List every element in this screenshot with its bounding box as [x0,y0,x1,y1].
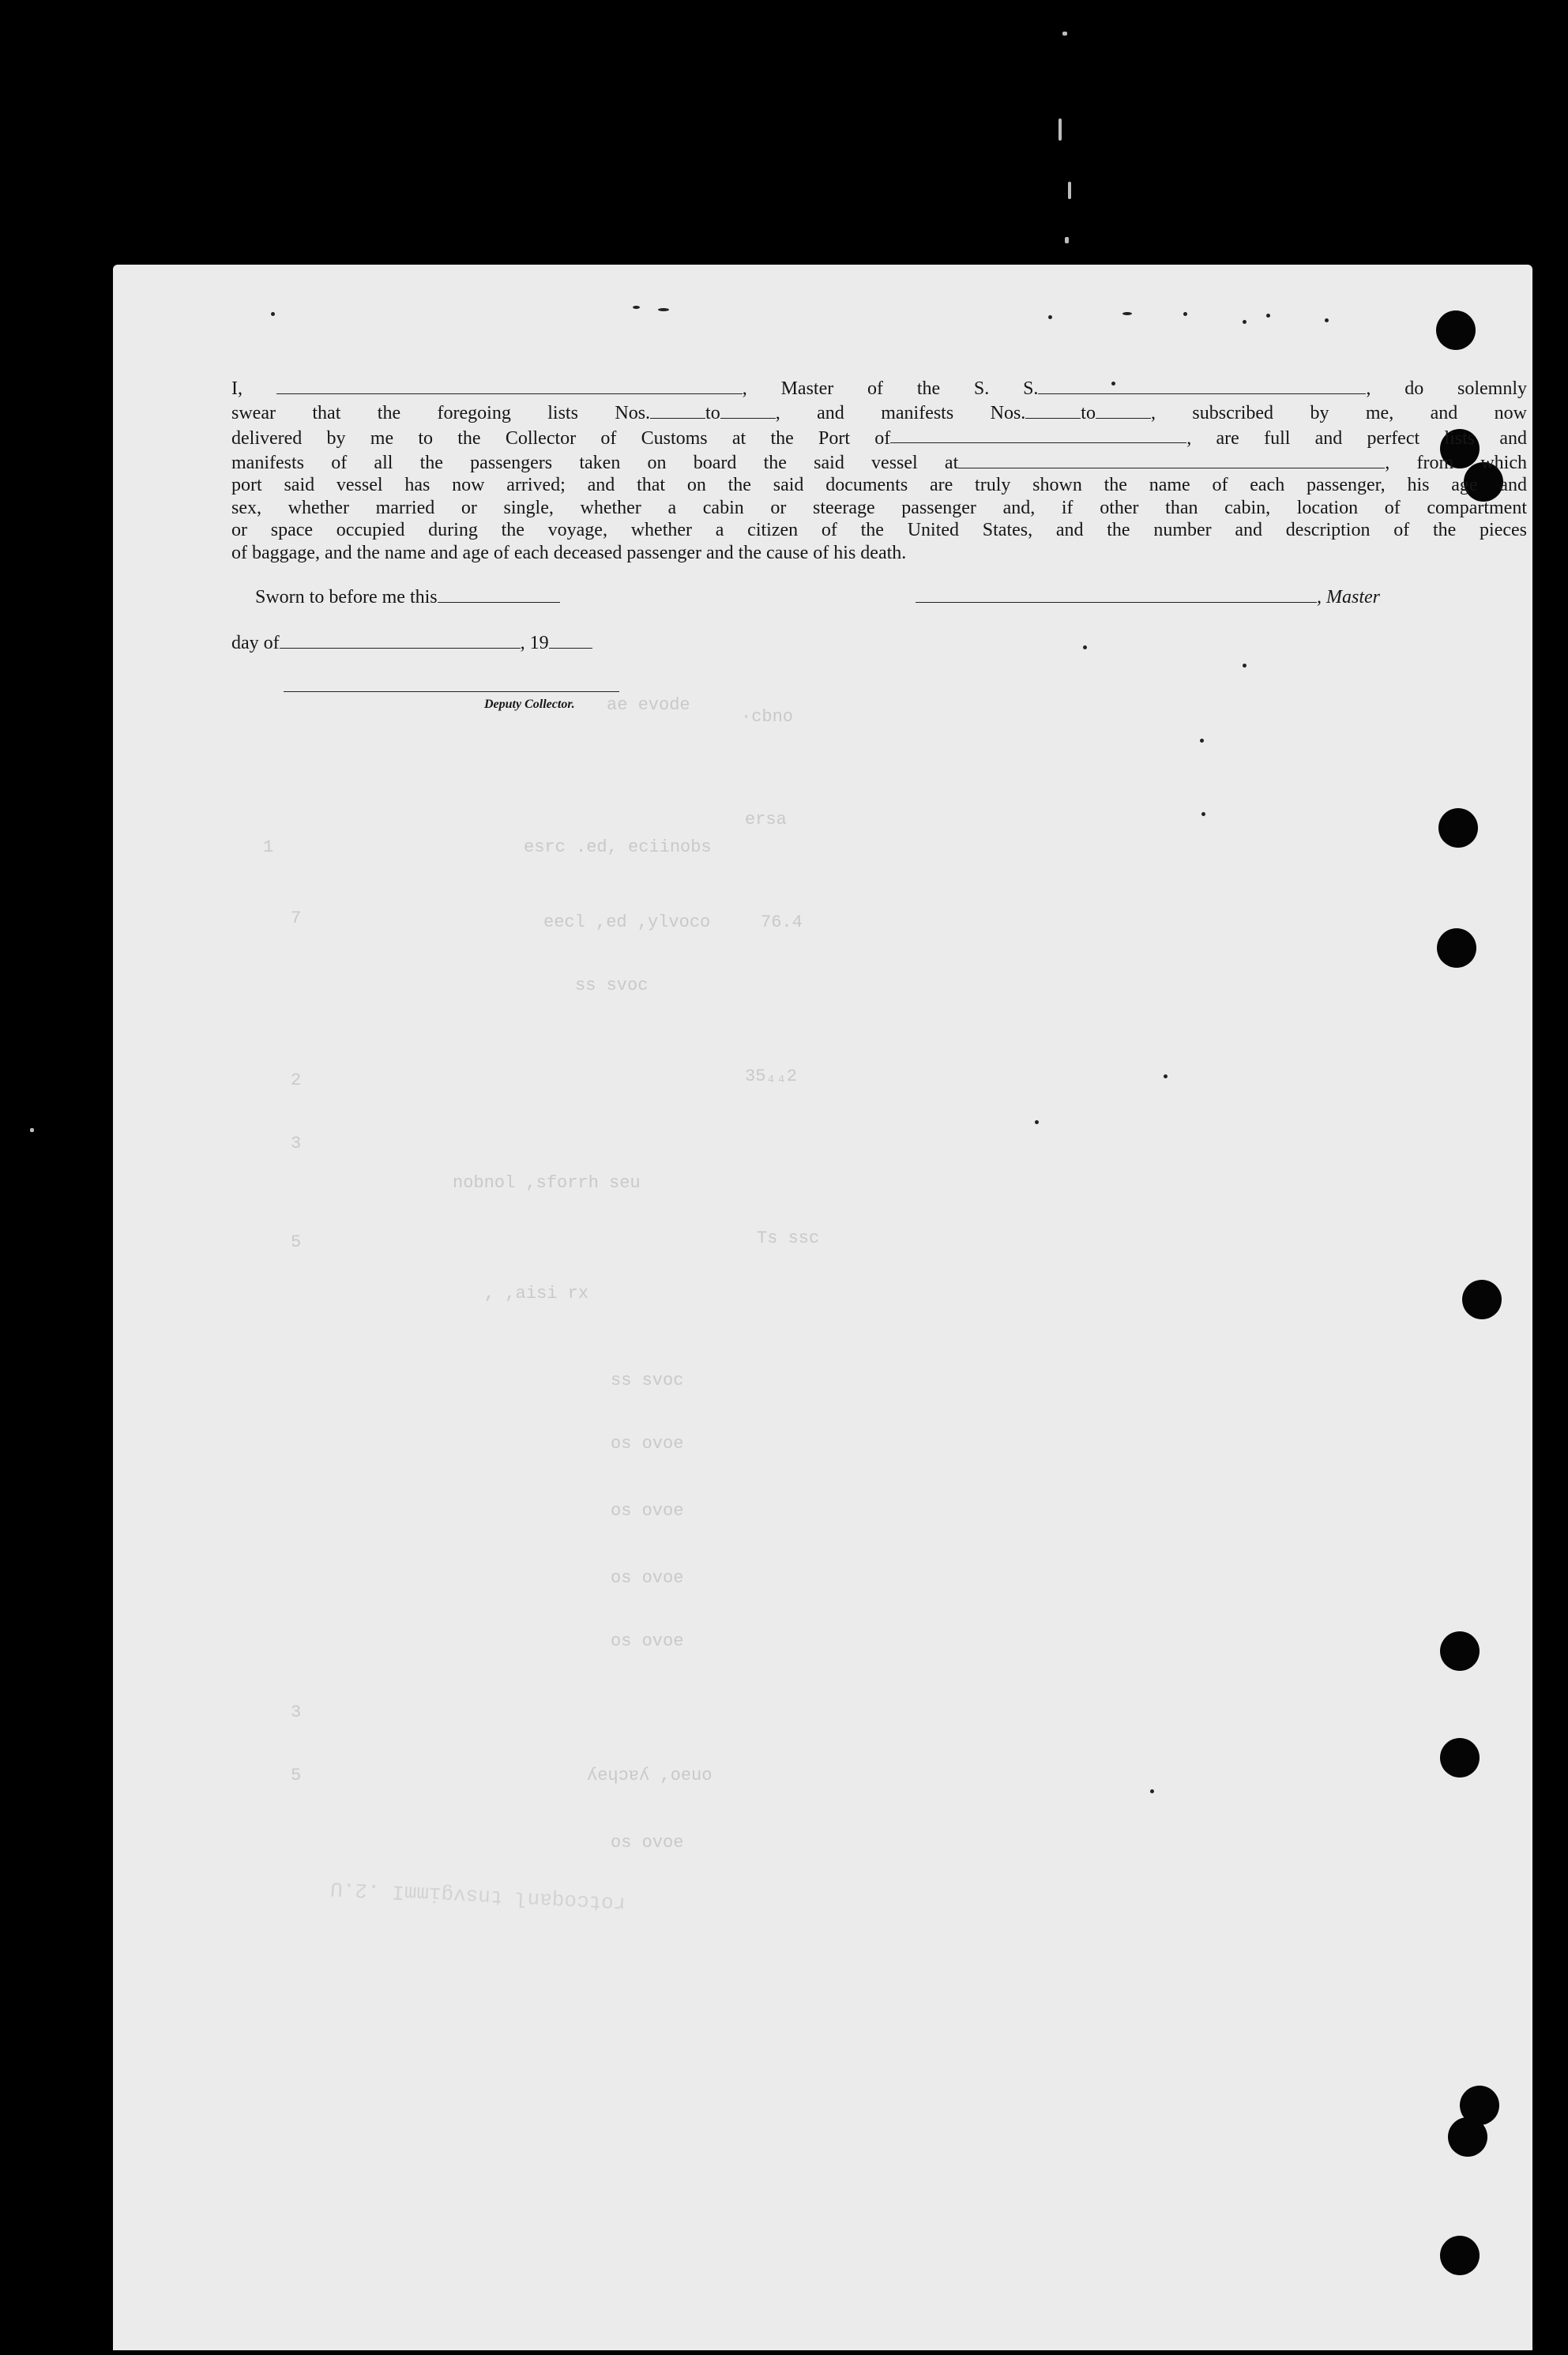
bleed-through-mark: 7 [291,909,302,928]
speck [1122,312,1132,315]
master-oath-paragraph [231,375,1527,564]
sworn-text: Sworn to before me this [255,586,438,608]
speck [1048,315,1052,319]
punch-hole [1440,1631,1480,1671]
bleed-through-mark: ae evode [607,695,690,715]
oath-line-6: sex, whether married or single, whether a cabin or steerage passenger and, if other than cabin, location of compartment [231,497,1527,518]
oath-line-1 [231,375,1527,400]
oath-text: I, [231,378,243,399]
manifest-back-page [113,265,1532,2350]
bleed-through-mark: 1 [263,837,274,857]
bleed-through-mark: ersa [745,810,787,830]
speck [1200,739,1204,743]
punch-hole [1448,2117,1487,2157]
punch-hole [1440,2236,1480,2275]
embark-port-blank [958,450,1385,468]
master-name-blank [276,375,743,394]
bleed-through-mark: 5 [291,1766,302,1785]
speck [1164,1074,1168,1078]
oath-text: , Master of the S. S. [742,378,1039,399]
deputy-collector-label: Deputy Collector. [484,698,575,711]
speck [658,308,669,311]
master-label: , Master [1317,586,1380,608]
scan-noise [1058,119,1062,141]
speck [1266,314,1270,318]
month-blank [280,630,521,649]
speck [633,306,640,309]
scan-noise [1062,32,1067,36]
oath-text: to [705,403,720,424]
master-signature-blank [916,584,1317,603]
oath-line-8: of baggage, and the name and age of each deceased passenger and the cause of his death. [231,542,907,563]
bleed-through-mark: os ovoe [611,1631,684,1651]
speck [1325,318,1329,322]
bleed-through-mark: nobnol ,sforrh seu [453,1173,641,1193]
bleed-through-mark: esrc .ed, eciinobs [524,837,712,857]
oath-text: to [1081,403,1096,424]
list-from-blank [650,400,705,419]
oath-text: , from which [1385,452,1527,473]
year-prefix-text: , 19 [520,632,549,653]
bleed-through-mark: 35₄₄2 [745,1067,798,1086]
bleed-through-mark: os ovoe [611,1434,684,1454]
master-signature-line [916,584,1380,608]
list-to-blank [720,400,776,419]
bleed-through-mark: 5 [291,1232,302,1252]
bleed-through-mark: ss svoc [611,1371,684,1390]
bleed-through-mark: ʎeɥɔɐʎ ,oeuo [587,1766,713,1785]
oath-line-2 [231,400,1527,424]
scan-noise [30,1128,34,1132]
bleed-through-mark: Ts ssc [757,1228,820,1248]
speck [1150,1789,1154,1793]
bleed-through-mark: ·cbno [741,707,794,727]
oath-line-7: or space occupied during the voyage, whether a citizen of the United States, and the number and description of the pieces [231,520,1527,541]
oath-text: , do solemnly [1366,378,1528,399]
scan-noise [1065,237,1069,243]
oath-text: , and manifests Nos. [775,403,1026,424]
year-blank [549,630,592,649]
oath-text: manifests of all the passengers taken on board the said vessel at [231,452,959,473]
port-blank [890,425,1186,444]
bleed-through-mark: 2 [291,1070,302,1090]
bleed-through-mark: os ovoe [611,1833,684,1853]
speck [1243,664,1247,668]
manifest-to-blank [1096,400,1151,419]
bleed-through-stamp: rotcoqanl tnsvgimmI .2.U [329,1876,626,1916]
speck [1035,1120,1039,1124]
sworn-line [255,584,560,608]
bleed-through-mark: os ovoe [611,1501,684,1521]
speck [271,312,275,316]
bleed-through-mark: 76.4 [761,912,803,932]
speck [1083,645,1087,649]
punch-hole [1438,808,1478,848]
sworn-date-blank [438,584,560,603]
day-of-text: day of [231,632,280,653]
speck [1183,312,1187,316]
day-of-line [231,630,592,654]
bleed-through-mark: , ,aisi rx [484,1284,589,1304]
oath-line-5: port said vessel has now arrived; and that on the said documents are truly shown the name of each passenger, his age and [231,475,1527,496]
oath-text: , subscribed by me, and now [1150,403,1528,424]
punch-hole [1462,1280,1502,1319]
ship-name-blank [1038,375,1366,394]
punch-hole [1437,928,1476,968]
punch-hole [1440,1738,1480,1778]
punch-hole [1436,310,1476,350]
oath-line-4 [231,450,1527,474]
deputy-signature-rule [284,691,619,692]
bleed-through-mark: 3 [291,1702,302,1722]
oath-text: , are full and perfect lists and [1186,427,1527,449]
bleed-through-mark: eecl ,ed ,ylvoco [543,912,711,932]
scan-noise [1068,182,1071,199]
bleed-through-mark: os ovoe [611,1568,684,1588]
bleed-through-mark: ss svoc [575,976,649,995]
oath-line-3 [231,425,1527,450]
bleed-through-mark: 3 [291,1134,302,1153]
speck [1243,320,1247,324]
speck [1201,812,1205,816]
manifest-from-blank [1025,400,1081,419]
oath-text: delivered by me to the Collector of Customs at the Port of [231,427,891,449]
oath-text: swear that the foregoing lists Nos. [231,403,651,424]
